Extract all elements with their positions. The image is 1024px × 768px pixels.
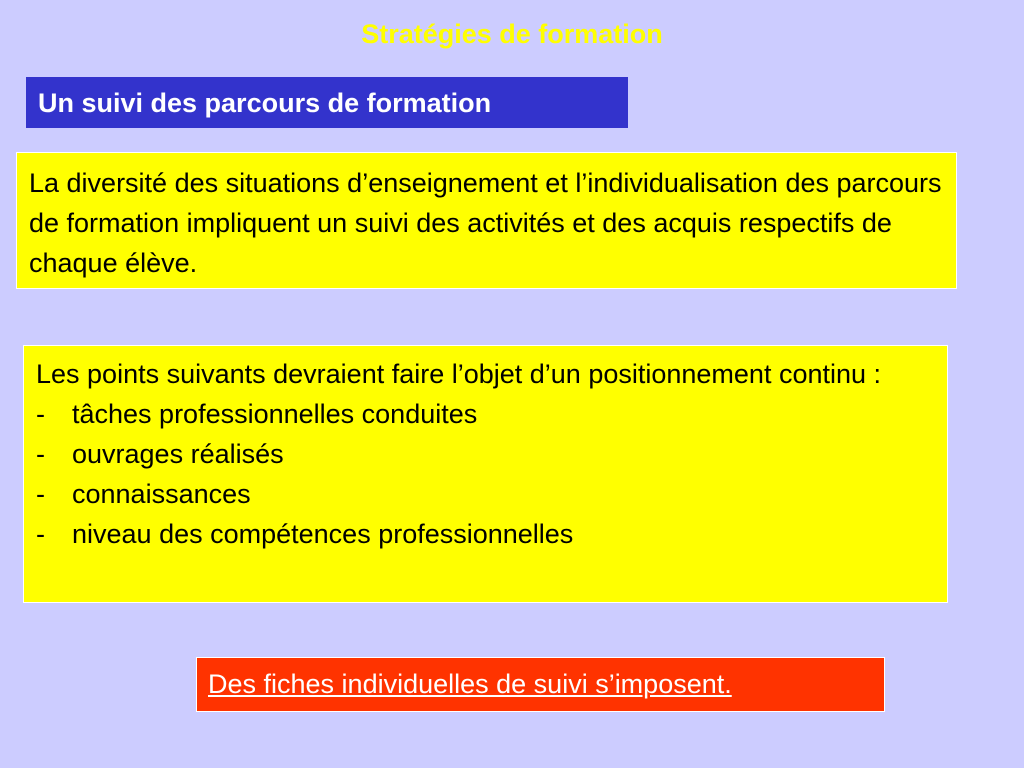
diversity-text-box xyxy=(16,152,957,289)
positioning-intro: Les points suivants devraient faire l’objet d’un positionnement continu : xyxy=(36,359,882,389)
bullet-text: connaissances xyxy=(72,479,251,509)
bullet-item xyxy=(36,394,947,434)
bullet-dash: - xyxy=(36,479,45,509)
bullet-text: ouvrages réalisés xyxy=(72,439,284,469)
diversity-paragraph: La diversité des situations d’enseignement et l’individualisation des parcours de formation impliquent un suivi des activités et des acquis respectifs de chaque élève. xyxy=(29,168,942,278)
bullet-item xyxy=(36,434,947,474)
bullet-dash: - xyxy=(36,399,45,429)
positioning-bullet-list xyxy=(36,394,947,554)
bullet-item xyxy=(36,514,947,554)
conclusion-text: Des fiches individuelles de suivi s’imposent. xyxy=(208,669,732,699)
positioning-text-box xyxy=(23,345,948,603)
subtitle-banner: Un suivi des parcours de formation xyxy=(26,77,628,128)
bullet-text: niveau des compétences professionnelles xyxy=(72,519,574,549)
conclusion-box xyxy=(196,657,885,712)
bullet-dash: - xyxy=(36,519,45,549)
bullet-text: tâches professionnelles conduites xyxy=(72,399,478,429)
bullet-item xyxy=(36,474,947,514)
slide-title: Stratégies de formation xyxy=(361,19,663,49)
bullet-dash: - xyxy=(36,439,45,469)
